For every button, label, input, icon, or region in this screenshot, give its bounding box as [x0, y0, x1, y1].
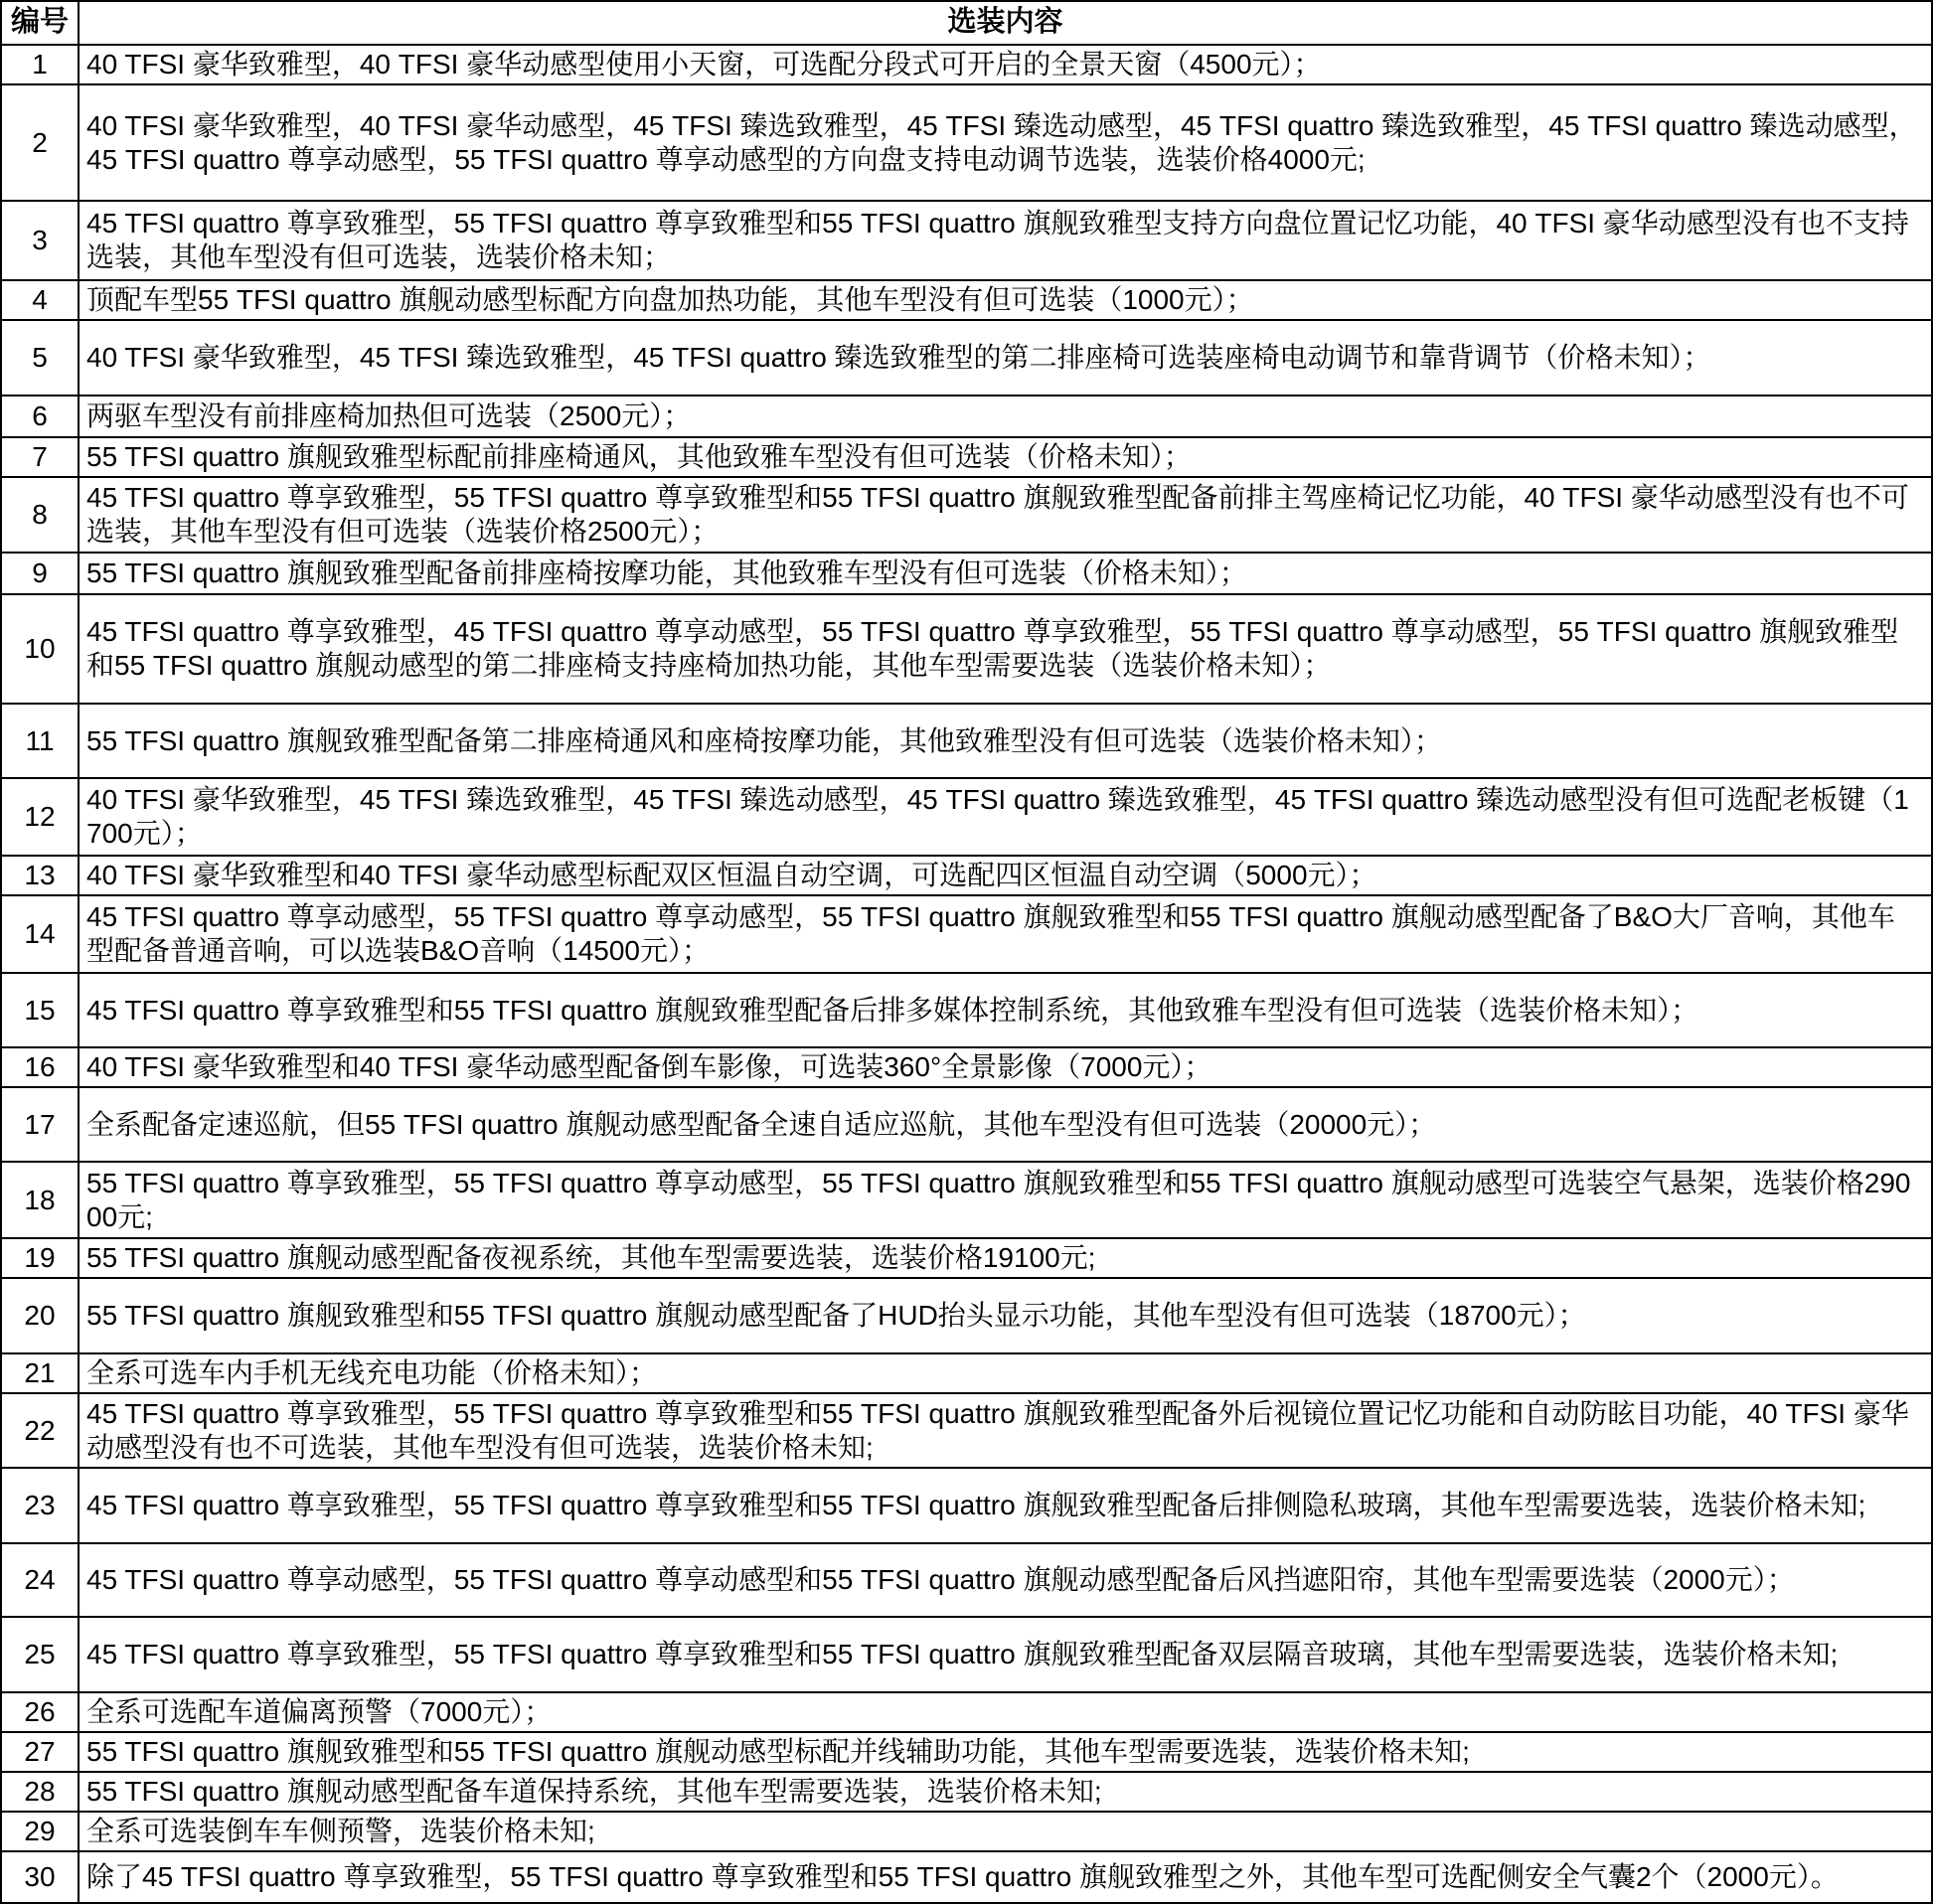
table-row	[1, 320, 1932, 396]
row-number-cell: 19	[1, 1238, 79, 1278]
table-row	[1, 1278, 1932, 1353]
row-number-cell: 25	[1, 1617, 79, 1692]
row-number-cell: 16	[1, 1047, 79, 1087]
row-number-cell: 12	[1, 778, 79, 856]
header-cell-content: 选装内容	[79, 1, 1932, 45]
row-content-cell: 55 TFSI quattro 旗舰致雅型和55 TFSI quattro 旗舰动感型标配并线辅助功能，其他车型需要选装，选装价格未知;	[79, 1732, 1932, 1772]
table-row	[1, 396, 1932, 437]
row-number-cell: 18	[1, 1162, 79, 1238]
row-content-cell: 40 TFSI 豪华致雅型和40 TFSI 豪华动感型标配双区恒温自动空调，可选配四区恒温自动空调（5000元）；	[79, 856, 1932, 895]
table-row	[1, 45, 1932, 84]
table-row	[1, 437, 1932, 477]
table-row	[1, 1468, 1932, 1543]
header-cell-id: 编号	[1, 1, 79, 45]
row-number-cell: 3	[1, 201, 79, 280]
row-number-cell: 9	[1, 553, 79, 594]
row-content-cell: 45 TFSI quattro 尊享致雅型，55 TFSI quattro 尊享致雅型和55 TFSI quattro 旗舰致雅型配备外后视镜位置记忆功能和自动防眩目功能，40 TFSI 豪华动感型没有也不可选装，其他车型没有但可选装，选装价格未知;	[79, 1393, 1932, 1468]
row-number-cell: 21	[1, 1353, 79, 1393]
row-content-cell: 55 TFSI quattro 旗舰动感型配备夜视系统，其他车型需要选装，选装价格19100元;	[79, 1238, 1932, 1278]
table-row	[1, 1543, 1932, 1617]
row-content-cell: 顶配车型55 TFSI quattro 旗舰动感型标配方向盘加热功能，其他车型没有但可选装（1000元）；	[79, 280, 1932, 320]
row-number-cell: 14	[1, 895, 79, 973]
table-row	[1, 1393, 1932, 1468]
row-number-cell: 8	[1, 477, 79, 553]
row-content-cell: 55 TFSI quattro 旗舰致雅型标配前排座椅通风，其他致雅车型没有但可选装（价格未知）；	[79, 437, 1932, 477]
row-content-cell: 55 TFSI quattro 旗舰动感型配备车道保持系统，其他车型需要选装，选装价格未知;	[79, 1772, 1932, 1812]
row-content-cell: 两驱车型没有前排座椅加热但可选装（2500元）；	[79, 396, 1932, 437]
table-row	[1, 856, 1932, 895]
table-row	[1, 280, 1932, 320]
table-row	[1, 1617, 1932, 1692]
row-content-cell: 45 TFSI quattro 尊享致雅型，55 TFSI quattro 尊享致雅型和55 TFSI quattro 旗舰致雅型配备后排侧隐私玻璃，其他车型需要选装，选装价格未知;	[79, 1468, 1932, 1543]
row-content-cell: 55 TFSI quattro 旗舰致雅型和55 TFSI quattro 旗舰动感型配备了HUD抬头显示功能，其他车型没有但可选装（18700元）；	[79, 1278, 1932, 1353]
table-row	[1, 1087, 1932, 1162]
row-content-cell: 40 TFSI 豪华致雅型，40 TFSI 豪华动感型，45 TFSI 臻选致雅型，45 TFSI 臻选动感型，45 TFSI quattro 臻选致雅型，45 TFSI quattro 臻选动感型，45 TFSI quattro 尊享动感型，55 TFSI quattro 尊享动感型的方向盘支持电动调节选装，选装价格4000元;	[79, 84, 1932, 201]
row-number-cell: 29	[1, 1812, 79, 1851]
row-content-cell: 全系可选装倒车车侧预警，选装价格未知;	[79, 1812, 1932, 1851]
table-row	[1, 201, 1932, 280]
row-number-cell: 13	[1, 856, 79, 895]
row-content-cell: 40 TFSI 豪华致雅型，45 TFSI 臻选致雅型，45 TFSI quattro 臻选致雅型的第二排座椅可选装座椅电动调节和靠背调节（价格未知）；	[79, 320, 1932, 396]
table-row	[1, 84, 1932, 201]
row-number-cell: 7	[1, 437, 79, 477]
row-content-cell: 55 TFSI quattro 尊享致雅型，55 TFSI quattro 尊享动感型，55 TFSI quattro 旗舰致雅型和55 TFSI quattro 旗舰动感型可选装空气悬架，选装价格29000元;	[79, 1162, 1932, 1238]
row-number-cell: 15	[1, 973, 79, 1047]
table-row	[1, 778, 1932, 856]
row-content-cell: 45 TFSI quattro 尊享动感型，55 TFSI quattro 尊享动感型和55 TFSI quattro 旗舰动感型配备后风挡遮阳帘，其他车型需要选装（2000元）；	[79, 1543, 1932, 1617]
row-content-cell: 除了45 TFSI quattro 尊享致雅型，55 TFSI quattro 尊享致雅型和55 TFSI quattro 旗舰致雅型之外，其他车型可选配侧安全气囊2个（2000元）。	[79, 1851, 1932, 1903]
table-row	[1, 1353, 1932, 1393]
row-number-cell: 30	[1, 1851, 79, 1903]
row-content-cell: 45 TFSI quattro 尊享动感型，55 TFSI quattro 尊享动感型，55 TFSI quattro 旗舰致雅型和55 TFSI quattro 旗舰动感型配备了B&O大厂音响，其他车型配备普通音响，可以选装B&O音响（14500元）；	[79, 895, 1932, 973]
row-content-cell: 45 TFSI quattro 尊享致雅型和55 TFSI quattro 旗舰致雅型配备后排多媒体控制系统，其他致雅车型没有但可选装（选装价格未知）；	[79, 973, 1932, 1047]
row-content-cell: 40 TFSI 豪华致雅型和40 TFSI 豪华动感型配备倒车影像，可选装360°全景影像（7000元）；	[79, 1047, 1932, 1087]
table-body	[1, 45, 1932, 1903]
table-row	[1, 1851, 1932, 1903]
row-content-cell: 40 TFSI 豪华致雅型，40 TFSI 豪华动感型使用小天窗，可选配分段式可开启的全景天窗（4500元）；	[79, 45, 1932, 84]
header-row	[1, 1, 1932, 45]
row-number-cell: 28	[1, 1772, 79, 1812]
table-row	[1, 1732, 1932, 1772]
table-header	[1, 1, 1932, 45]
table-row	[1, 1812, 1932, 1851]
table-row	[1, 895, 1932, 973]
row-number-cell: 5	[1, 320, 79, 396]
table-row	[1, 1047, 1932, 1087]
row-number-cell: 1	[1, 45, 79, 84]
row-content-cell: 45 TFSI quattro 尊享致雅型，45 TFSI quattro 尊享动感型，55 TFSI quattro 尊享致雅型，55 TFSI quattro 尊享动感型，55 TFSI quattro 旗舰致雅型和55 TFSI quattro 旗舰动感型的第二排座椅支持座椅加热功能，其他车型需要选装（选装价格未知）；	[79, 594, 1932, 704]
table-row	[1, 1692, 1932, 1732]
row-content-cell: 40 TFSI 豪华致雅型，45 TFSI 臻选致雅型，45 TFSI 臻选动感型，45 TFSI quattro 臻选致雅型，45 TFSI quattro 臻选动感型没有但可选配老板键（1700元）；	[79, 778, 1932, 856]
row-number-cell: 10	[1, 594, 79, 704]
row-number-cell: 4	[1, 280, 79, 320]
row-content-cell: 45 TFSI quattro 尊享致雅型，55 TFSI quattro 尊享致雅型和55 TFSI quattro 旗舰致雅型配备双层隔音玻璃，其他车型需要选装，选装价格未知;	[79, 1617, 1932, 1692]
row-number-cell: 2	[1, 84, 79, 201]
row-number-cell: 23	[1, 1468, 79, 1543]
row-number-cell: 26	[1, 1692, 79, 1732]
row-content-cell: 全系可选车内手机无线充电功能（价格未知）；	[79, 1353, 1932, 1393]
row-content-cell: 55 TFSI quattro 旗舰致雅型配备第二排座椅通风和座椅按摩功能，其他致雅型没有但可选装（选装价格未知）；	[79, 704, 1932, 778]
table-row	[1, 553, 1932, 594]
table-row	[1, 1162, 1932, 1238]
row-number-cell: 6	[1, 396, 79, 437]
row-number-cell: 24	[1, 1543, 79, 1617]
row-content-cell: 45 TFSI quattro 尊享致雅型，55 TFSI quattro 尊享致雅型和55 TFSI quattro 旗舰致雅型配备前排主驾座椅记忆功能，40 TFSI 豪华动感型没有也不可选装，其他车型没有但可选装（选装价格2500元）；	[79, 477, 1932, 553]
row-number-cell: 27	[1, 1732, 79, 1772]
row-content-cell: 45 TFSI quattro 尊享致雅型，55 TFSI quattro 尊享致雅型和55 TFSI quattro 旗舰致雅型支持方向盘位置记忆功能，40 TFSI 豪华动感型没有也不支持选装，其他车型没有但可选装，选装价格未知；	[79, 201, 1932, 280]
row-number-cell: 17	[1, 1087, 79, 1162]
row-content-cell: 全系可选配车道偏离预警（7000元）；	[79, 1692, 1932, 1732]
table-row	[1, 1238, 1932, 1278]
table-row	[1, 704, 1932, 778]
row-content-cell: 55 TFSI quattro 旗舰致雅型配备前排座椅按摩功能，其他致雅车型没有但可选装（价格未知）；	[79, 553, 1932, 594]
table-row	[1, 594, 1932, 704]
row-number-cell: 20	[1, 1278, 79, 1353]
table-row	[1, 1772, 1932, 1812]
row-number-cell: 11	[1, 704, 79, 778]
row-number-cell: 22	[1, 1393, 79, 1468]
row-content-cell: 全系配备定速巡航，但55 TFSI quattro 旗舰动感型配备全速自适应巡航，其他车型没有但可选装（20000元）；	[79, 1087, 1932, 1162]
table-row	[1, 973, 1932, 1047]
table-row	[1, 477, 1932, 553]
